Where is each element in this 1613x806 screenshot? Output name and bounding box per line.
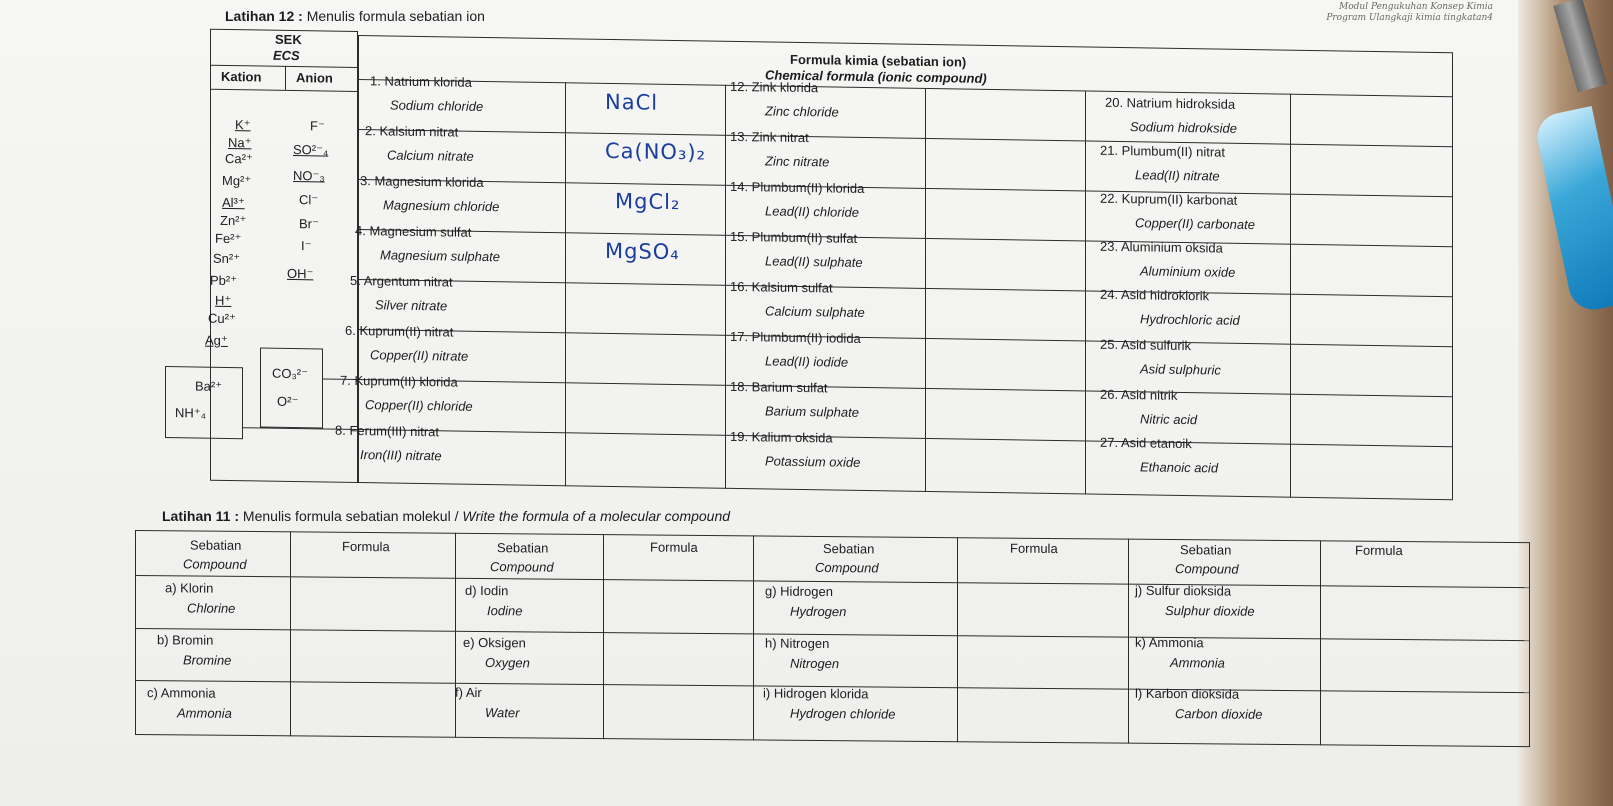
compound-23-ms: 23. Aluminium oksida [1100,238,1223,256]
cation-al: Al³⁺ [222,194,245,211]
item-a-ms: a) Klorin [165,580,214,596]
anion-box-lower [260,347,323,428]
compound-22-en: Copper(II) carbonate [1135,215,1255,233]
item-j-ms: j) Sulfur dioksida [1135,582,1232,599]
compound-25-ms: 25. Asid sulfurik [1100,336,1192,354]
anion-br: Br⁻ [299,216,319,232]
compound-20-en: Sodium hidrokside [1130,119,1237,136]
anion-o: O²⁻ [277,393,299,410]
anion-f: F⁻ [310,118,325,134]
compound-4-en: Magnesium sulphate [380,247,500,265]
compound-15-en: Lead(II) sulphate [765,253,863,270]
compound-12-ms: 12. Zink klorida [730,78,819,96]
header-compound-4: Compound [1175,561,1239,577]
compound-24-en: Hydrochloric acid [1140,311,1240,328]
compound-20-ms: 20. Natrium hidroksida [1105,94,1236,112]
latihan12-title: Latihan 12 : Menulis formula sebatian ion [225,8,485,24]
answer-3[interactable]: MgCl₂ [615,189,681,215]
item-k-ms: k) Ammonia [1135,634,1204,651]
answer-4[interactable]: MgSO₄ [605,238,680,265]
compound-21-en: Lead(II) nitrate [1135,167,1220,184]
cation-sn: Sn²⁺ [213,250,241,267]
item-c-en: Ammonia [177,705,232,721]
cation-ag: Ag⁺ [205,332,228,348]
compound-18-en: Barium sulphate [765,403,859,420]
cation-pb: Pb²⁺ [210,272,238,289]
cation-h: H⁺ [215,292,232,309]
answer-2[interactable]: Ca(NO₃)₂ [605,138,706,165]
compound-2-ms: 2. Kalsium nitrat [365,123,459,140]
module-label: Modul Pengukuhan Konsep Kimia Program Ulangkaji kimia tingkatan4 [1326,2,1493,23]
compound-17-ms: 17. Plumbum(II) iodida [730,328,861,346]
compound-6-en: Copper(II) nitrate [370,347,469,364]
item-g-en: Hydrogen [790,603,847,620]
item-j-en: Sulphur dioxide [1165,602,1255,619]
compound-16-ms: 16. Kalsium sulfat [730,278,833,296]
compound-3-en: Magnesium chloride [383,197,500,215]
anion-cl: Cl⁻ [299,192,319,208]
compound-13-en: Zinc nitrate [765,153,830,170]
compound-14-en: Lead(II) chloride [765,203,859,220]
compound-24-ms: 24. Asid hidroklorik [1100,286,1210,304]
compound-8-en: Iron(III) nitrate [360,447,442,464]
compound-25-en: Asid sulphuric [1140,361,1221,378]
item-f-ms: f) Air [455,684,482,701]
item-h-en: Nitrogen [790,655,840,672]
compound-7-ms: 7. Kuprum(II) klorida [340,372,458,390]
cation-ca: Ca²⁺ [225,150,253,167]
cation-zn: Zn²⁺ [220,212,247,229]
item-k-en: Ammonia [1170,655,1225,671]
anion-i: I⁻ [301,238,312,254]
compound-26-ms: 26. Asid nitrik [1100,386,1178,403]
formula-title: Formula kimia (sebatian ion) [790,51,967,70]
formula-title-en: Chemical formula (ionic compound) [765,67,987,86]
compound-1-ms: 1. Natrium klorida [370,73,472,90]
cation-nh4: NH⁺₄ [175,405,206,421]
item-d-ms: d) Iodin [465,582,509,599]
formula-grid [358,35,1453,500]
compound-18-ms: 18. Barium sulfat [730,378,828,396]
header-sebatian-4: Sebatian [1180,542,1232,558]
item-f-en: Water [485,705,520,721]
header-compound-3: Compound [815,559,879,576]
ecs-label: ECS [273,47,300,64]
anion-header: Anion [296,70,333,86]
header-formula-1: Formula [342,538,390,555]
anion-oh: OH⁻ [287,265,314,282]
anion-no3: NO⁻₃ [293,168,325,184]
compound-4-ms: 4. Magnesium sulfat [355,222,472,240]
compound-23-en: Aluminium oxide [1140,263,1236,280]
compound-6-ms: 6. Kuprum(II) nitrat [345,322,454,340]
sek-label: SEK [275,31,302,48]
compound-14-ms: 14. Plumbum(II) klorida [730,178,865,196]
item-e-ms: e) Oksigen [463,634,526,651]
cation-k: K⁺ [235,117,251,133]
item-l-en: Carbon dioxide [1175,706,1263,722]
molecular-compound-table [135,530,1530,762]
compound-5-en: Silver nitrate [375,297,448,314]
compound-22-ms: 22. Kuprum(II) karbonat [1100,190,1238,208]
compound-15-ms: 15. Plumbum(II) sulfat [730,228,858,246]
compound-7-en: Copper(II) chloride [365,397,473,414]
compound-12-en: Zinc chloride [765,103,839,120]
cation-box-lower [165,366,243,439]
ionic-compound-table [165,28,1495,517]
cation-na: Na⁺ [228,134,252,151]
anion-so4: SO²⁻₄ [293,142,329,158]
header-sebatian-3: Sebatian [823,541,875,557]
item-i-ms: i) Hidrogen klorida [763,685,869,702]
compound-19-ms: 19. Kalium oksida [730,428,833,446]
item-a-en: Chlorine [187,600,236,616]
compound-16-en: Calcium sulphate [765,303,865,320]
cation-ba: Ba²⁺ [195,378,223,394]
item-g-ms: g) Hidrogen [765,583,833,600]
cation-mg: Mg²⁺ [222,172,252,189]
cation-cu: Cu²⁺ [208,310,236,327]
compound-21-ms: 21. Plumbum(II) nitrat [1100,142,1225,160]
item-b-en: Bromine [183,652,232,668]
item-b-ms: b) Bromin [157,632,214,648]
compound-2-en: Calcium nitrate [387,147,474,164]
item-h-ms: h) Nitrogen [765,635,830,652]
header-formula-2: Formula [650,539,698,555]
header-compound-2: Compound [490,559,554,575]
header-sebatian-1: Sebatian [190,537,242,553]
compound-17-en: Lead(II) iodide [765,353,849,370]
compound-27-en: Ethanoic acid [1140,459,1219,476]
anion-co3: CO₃²⁻ [272,365,308,382]
latihan11-title: Latihan 11 : Menulis formula sebatian molekul / Write the formula of a molecular compound [162,508,731,524]
compound-3-ms: 3. Magnesium klorida [360,173,484,191]
compound-8-ms: 8. Ferum(III) nitrat [335,422,440,440]
item-l-ms: l) Karbon dioksida [1135,685,1240,702]
header-sebatian-2: Sebatian [497,540,549,556]
answer-1[interactable]: NaCl [605,89,659,115]
item-c-ms: c) Ammonia [147,685,216,701]
compound-5-ms: 5. Argentum nitrat [350,272,453,290]
item-d-en: Iodine [487,603,523,619]
item-i-en: Hydrogen chloride [790,705,896,722]
header-formula-4: Formula [1355,542,1403,559]
header-compound-1: Compound [183,556,247,572]
header-formula-3: Formula [1010,540,1058,557]
cation-fe: Fe²⁺ [215,230,242,247]
kation-header: Kation [221,68,262,85]
compound-27-ms: 27. Asid etanoik [1100,434,1192,452]
item-e-en: Oxygen [485,655,530,671]
compound-26-en: Nitric acid [1140,411,1198,428]
compound-19-en: Potassium oxide [765,453,861,470]
compound-13-ms: 13. Zink nitrat [730,128,809,146]
compound-1-en: Sodium chloride [390,97,484,114]
